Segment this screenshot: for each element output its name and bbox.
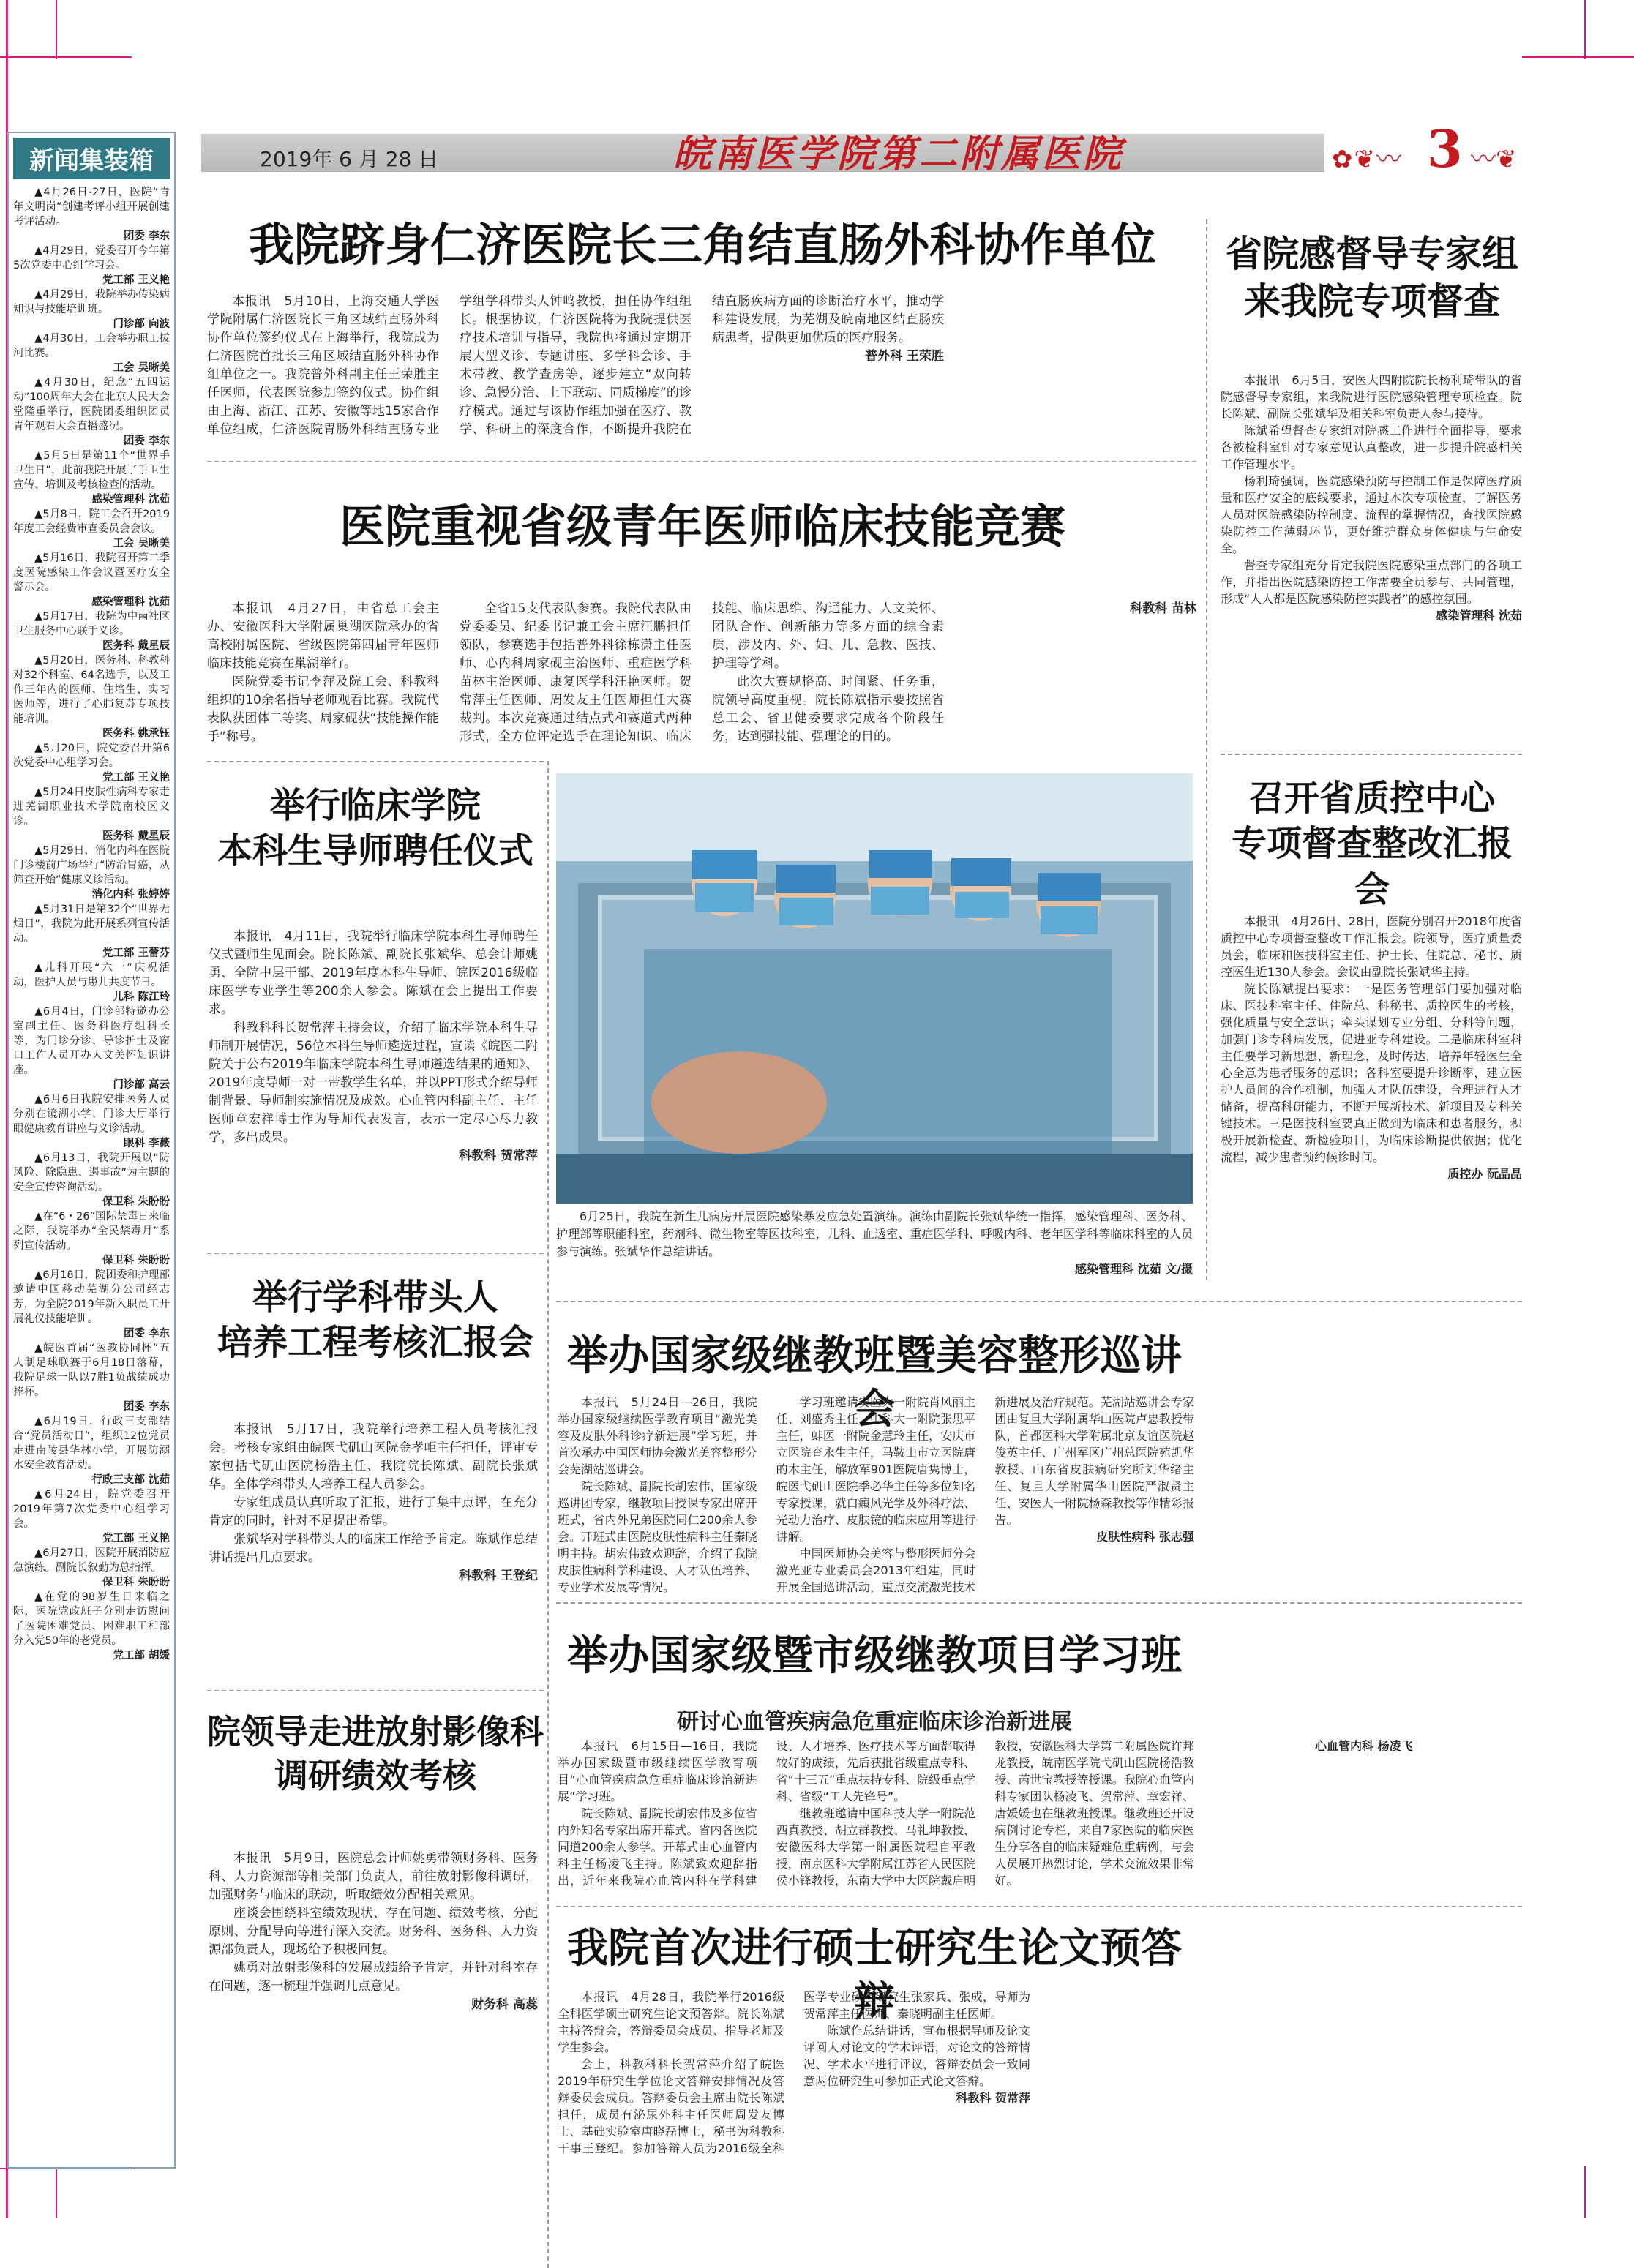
paragraph: 医院党委书记李萍及院工会、科教科组织的10余名指导老师观看比赛。我院代表队获团体二等奖、周家砚获“技能操作能手”称号。 xyxy=(207,675,439,744)
byline: 科教科 王登纪 xyxy=(459,1569,538,1583)
digest-byline: 医务科 戴星辰 xyxy=(102,640,170,652)
article-cardio-course xyxy=(558,1738,1413,1900)
row-divider xyxy=(556,1906,1522,1907)
digest-byline: 门诊部 高云 xyxy=(113,1079,170,1091)
headline-line: 院领导走进放射影像科 xyxy=(207,1712,544,1751)
column-divider xyxy=(1206,219,1207,1280)
digest-item: ▲6月4日，门诊部特邀办公室副主任、医务科医疗组科长等，为门诊分诊、导诊护士及窗口工作人员开办人文关怀知识讲座。 xyxy=(13,1006,170,1076)
sidebar-items xyxy=(9,185,174,1663)
row-divider xyxy=(207,461,1196,462)
byline: 财务科 高蕊 xyxy=(471,1997,538,2012)
digest-byline: 团委 李东 xyxy=(123,1401,170,1413)
photo-caption xyxy=(556,1208,1193,1278)
article-thesis-defense xyxy=(558,1989,1522,2164)
crop-mark xyxy=(56,2166,57,2218)
paragraph: 继教班邀请中国科技大学一附院范西真教授、胡立群教授、马礼坤教授，安徽医科大学第一附属医院程自平教授，南京医科大学附属江苏省人民医院侯小锋教授，东南大学中大医院戴启明教授，安徽医科大学第二附属医院许邦龙教授，皖南医学院弋矶山医院杨浩教授、芮世宝教授等授课。我院心血管内科专家团队杨凌飞、贺常萍、章宏祥、唐媛媛也在继教班授课。继教班还开设病例讨论专栏，来自7家医院的临床医生分享各自的临床疑难危重病例，与会人员展开热烈讨论，学术交流效果非常好。 xyxy=(776,1739,1194,1888)
paragraph: 科教科科长贺常萍主持会议，介绍了临床学院本科生导师制开展情况，56位本科生导师遴选过程，宣读《皖医二附院关于公布2019年临床学院本科生导师遴选结果的通知》、2019年度导师一对一带教学生名单，并以PPT形式介绍导师制背景、导师制实施情况及成效。心血管内科副主任、主任医师章宏祥博士作为导师代表发言，表示一定尽心尽力教学，多出成果。 xyxy=(209,1021,538,1145)
digest-item: ▲5月31日是第32个“世界无烟日”，我院为此开展系列宣传活动。 xyxy=(13,904,170,945)
photo-neonatal-drill xyxy=(556,773,1193,1204)
paragraph: 本报讯 5月10日，上海交通大学医学院附属仁济医院长三角区域结直肠外科协作单位签约仪式在上海举行，我院成为仁济医院首批长三角区域结直肠外科协作组单位之一。我院普外科副主任王荣胜主任医师，代表医院参加签约仪式。协作组由上海、浙江、江苏、安徽等地15家合作单位组成，仁济医院胃肠外科结直肠专业学组学科带头人钟鸣教授，担任协作组组长。根据协议，仁济医院将为我院提供医疗技术培训与指导，我院也将通过定期开展大型义诊、专题讲座、多学科会诊、手术带教、教学查房等，逐步建立“双向转诊、急慢分治、上下联动、同质梯度”的诊疗模式。通过与该协作组加强在医疗、教学、科研上的深度合作，不断提升我院在结直肠疾病方面的诊断治疗水平，推动学科建设发展，为芜湖及皖南地区结直肠疾病患者，提供更加优质的医疗服务。 xyxy=(207,294,944,437)
hospital-masthead: 皖南医学院第二附属医院 xyxy=(673,132,1125,176)
caption-byline: 感染管理科 沈茹 文/摄 xyxy=(1075,1262,1193,1276)
crop-mark xyxy=(1584,0,1586,59)
article-tutor-ceremony xyxy=(209,928,538,1242)
digest-item: ▲6月27日，医院开展消防应急演练。副院长叙勤为总指挥。 xyxy=(13,1547,170,1574)
digest-item: ▲4月29日，党委召开今年第5次党委中心组学习会。 xyxy=(13,245,170,271)
digest-byline: 党工部 王义艳 xyxy=(102,772,170,784)
paragraph: 座谈会围绕科室绩效现状、存在问题、绩效考核、分配原则、分配导向等进行深入交流。财务科、医务科、人力资源部负责人，现场给予积极回复。 xyxy=(209,1906,538,1957)
digest-item: ▲6月6日我院安排医务人员分别在镜湖小学、门诊大厅举行眼健康教育讲座与义诊活动。 xyxy=(13,1094,170,1135)
headline-line: 调研绩效考核 xyxy=(274,1755,476,1795)
paragraph: 此次大赛规格高、时间紧、任务重，院领导高度重视。院长陈斌指示要按照省总工会、省卫健委要求完成各个阶段任务，达到强技能、强理论的目的。 xyxy=(712,675,944,744)
digest-byline: 行政三支部 沈茹 xyxy=(91,1474,170,1486)
paragraph: 专家组成员认真听取了汇报，进行了集中点评，在充分肯定的同时，针对不足提出希望。 xyxy=(209,1495,538,1528)
subheadline-cardio: 研讨心血管疾病急危重症临床诊治新进展 xyxy=(677,1709,1072,1735)
ornament-left: ✿❦〰 xyxy=(1332,145,1403,174)
caption-text: 6月25日，我院在新生儿病房开展医院感染暴发应急处置演练。演练由副院长张斌华统一指挥，感染管理科、医务科、护理部等职能科室，药剂科、微生物室等医技科室，儿科、血透室、重症医学科、呼吸内科、老年医学科等临床科室的人员参与演练。张斌华作总结讲话。 xyxy=(556,1209,1193,1258)
headline-quality-center xyxy=(1218,776,1526,912)
digest-byline: 工会 吴晰美 xyxy=(113,538,170,549)
headline-cosmetic-course: 举办国家级继教班暨美容整形巡讲会 xyxy=(567,1332,1182,1433)
digest-item: ▲6月24日，院党委召开2019年第7次党委中心组学习会。 xyxy=(13,1489,170,1530)
digest-item: ▲5月5日是第11个“世界手卫生日”，此前我院开展了手卫生宣传、培训及考核检查的活动。 xyxy=(13,450,170,491)
paragraph: 陈斌希望督查专家组对院感工作进行全面指导，要求各被检科室针对专家意见认真整改，进一步提升院感相关工作管理水平。 xyxy=(1221,424,1522,471)
headline-tutor-ceremony xyxy=(207,783,544,874)
paragraph: 院长陈斌、副院长胡宏伟，国家级巡讲团专家，继教项目授课专家出席开班式，省内外兄弟医院同仁200余人参会。开班式由医院皮肤性病科主任秦晓明主持。胡宏伟致欢迎辞，介绍了我院皮肤性病科学科建设、人才队伍培养、专业学术发展等情况。 xyxy=(558,1479,757,1594)
headline-text: 省院感督导专家组来我院专项督查 xyxy=(1226,233,1518,323)
byline: 普外科 王荣胜 xyxy=(865,349,944,364)
headline-thesis-defense: 我院首次进行硕士研究生论文预答辩 xyxy=(567,1925,1182,2026)
paragraph: 本报讯 4月11日，我院举行临床学院本科生导师聘任仪式暨师生见面会。院长陈斌、副院长张斌华、总会计师姚勇、全院中层干部、2019年度本科生导师、皖医2016级临床医学专业学生等200余人参会。陈斌在会上提出工作要求。 xyxy=(209,929,538,1017)
digest-item: ▲儿科开展“六一”庆祝活动，医护人员与患儿共度节日。 xyxy=(13,962,170,988)
digest-byline: 医务科 姚承钰 xyxy=(102,728,170,740)
paragraph: 本报讯 4月28日，我院举行2016级全科医学硕士研究生论文预答辩。院长陈斌主持答辩会，答辩委员会成员、指导老师及学生参会。 xyxy=(558,1990,784,2054)
headline-cardio-course: 举办国家级暨市级继教项目学习班 xyxy=(567,1632,1182,1680)
headline-line: 培养工程考核汇报会 xyxy=(217,1322,533,1364)
digest-byline: 儿科 陈江玲 xyxy=(113,991,170,1003)
paragraph: 本报讯 5月9日，医院总会计师姚勇带领财务科、医务科、人力资源部等相关部门负责人，前往放射影像科调研，加强财务与临床的联动，听取绩效分配相关意见。 xyxy=(209,1851,538,1902)
byline: 心血管内科 杨凌飞 xyxy=(1315,1739,1413,1753)
paragraph: 陈斌作总结讲话，宣布根据导师及论文评阅人对论文的学术评语，对论文的答辩情况、学术水平进行评议，答辩委员会一致同意两位研究生可参加正式论文答辩。 xyxy=(803,2024,1030,2088)
byline: 质控办 阮晶晶 xyxy=(1447,1167,1522,1181)
article-quality-center xyxy=(1221,913,1522,1279)
row-divider xyxy=(556,1602,1522,1604)
digest-byline: 医务科 戴星辰 xyxy=(102,830,170,842)
digest-byline: 团委 李东 xyxy=(123,435,170,447)
crop-mark xyxy=(1522,56,1634,58)
paragraph: 杨利琦强调，医院感染预防与控制工作是保障医疗质量和医疗安全的底线要求，通过本次专项检查，了解医务人员对医院感染防控制度、流程的掌握情况，查找医院感染防控工作薄弱环节，更好维护群众身体健康与生命安全。 xyxy=(1221,474,1522,555)
paragraph: 本报讯 4月27日，由省总工会主办、安徽医科大学附属巢湖医院承办的省高校附属医院、省级医院第四届青年医师临床技能竞赛在巢湖举行。 xyxy=(207,601,439,671)
column-divider xyxy=(547,761,549,2268)
digest-byline: 保卫科 朱盼盼 xyxy=(102,1255,170,1266)
byline: 皮肤性病科 张志强 xyxy=(1096,1530,1194,1544)
ornament-right: 〰❦ xyxy=(1471,145,1517,174)
row-divider xyxy=(207,761,544,762)
digest-item: ▲在“6・26”国际禁毒日来临之际，我院举办“全民禁毒月”系列宣传活动。 xyxy=(13,1211,170,1252)
digest-item: ▲4月26日-27日，医院“青年文明岗”创建考评小组开展创建考评活动。 xyxy=(13,187,170,228)
paragraph: 本报讯 6月15日—16日，我院举办国家级暨市级继续医学教育项目“心血管疾病急危重症临床诊治新进展”学习班。 xyxy=(558,1739,757,1803)
paragraph: 张斌华对学科带头人的临床工作给予肯定。陈斌作总结讲话提出几点要求。 xyxy=(209,1532,538,1565)
digest-byline: 团委 李东 xyxy=(123,230,170,242)
digest-byline: 党工部 王蕾芬 xyxy=(102,947,170,959)
digest-byline: 保卫科 朱盼盼 xyxy=(102,1196,170,1208)
digest-item: ▲6月13日，我院开展以“防风险、除隐患、遏事故”为主题的安全宣传咨询活动。 xyxy=(13,1152,170,1193)
digest-byline: 党工部 王义艳 xyxy=(102,274,170,286)
row-divider xyxy=(1221,754,1522,755)
article-radiology-visit xyxy=(209,1850,538,2157)
paragraph: 中国医师协会美容与整形医师分会激光亚专业委员会2013年组建，同时开展全国巡讲活动，重点交流激光技术新进展及治疗规范。芜湖站巡讲会专家团由复旦大学附属华山医院卢忠教授带队，首都医科大学附属北京友谊医院赵俊英主任、广州军区广州总医院苑凯华教授、山东省皮肤病研究所刘华绪主任、复旦大学附属华山医院严淑贤主任、安医大一附院杨森教授等作精彩报告。 xyxy=(776,1395,1194,1594)
headline-radiology-visit xyxy=(207,1711,544,1798)
byline: 科教科 贺常萍 xyxy=(459,1149,538,1163)
digest-item: ▲6月18日，院团委和护理部邀请中国移动芜湖分公司经志芳，为全院2019年新入职员工开展礼仪技能培训。 xyxy=(13,1269,170,1325)
headline-line: 举行学科带头人 xyxy=(252,1277,498,1318)
headline-line: 举行临床学院 xyxy=(269,785,481,826)
paragraph: 本报讯 5月24日—26日，我院举办国家级继续医学教育项目“激光美容及皮肤外科诊疗新进展”学习班，并首次承办中国医师协会激光美容整形分会芜湖站巡讲会。 xyxy=(558,1395,757,1476)
headline-skill-contest: 医院重视省级青年医师临床技能竞赛 xyxy=(339,500,1065,553)
byline: 科教科 贺常萍 xyxy=(956,2091,1030,2105)
sidebar-title: 新闻集装箱 xyxy=(13,138,170,179)
headline-line: 本科生导师聘任仪式 xyxy=(217,830,533,872)
headline-line: 专项督查整改汇报会 xyxy=(1231,823,1513,910)
page-number: 3 xyxy=(1427,119,1463,179)
digest-byline: 感染管理科 沈茹 xyxy=(91,596,170,608)
row-divider xyxy=(207,1253,544,1254)
byline: 感染管理科 沈茹 xyxy=(1436,609,1522,623)
digest-byline: 消化内科 张婷婷 xyxy=(91,889,170,901)
paragraph: 全省15支代表队参赛。我院代表队由党委委员、纪委书记兼工会主席汪鹏担任领队，参赛选手包括普外科徐栋潇主任医师、心内科周家砚主治医师、重症医学科苗林主治医师、康复医学科汪艳医师。贺常萍主任医师、周发友主任医师担任大赛裁判。本次竞赛通过结点式和赛道式两种形式，全方位评定选手在理论知识、临床技能、临床思维、沟通能力、人文关怀、团队合作、创新能力等多方面的综合素质，涉及内、外、妇、儿、急救、医技、护理等学科。 xyxy=(460,601,944,744)
digest-byline: 党工部 胡媛 xyxy=(113,1650,170,1661)
digest-byline: 眼科 李薇 xyxy=(123,1138,170,1149)
crop-mark xyxy=(0,56,132,58)
digest-item: ▲6月19日，行政三支部结合“党员活动日”，组织12位党员走进南陵县华林小学，开展防溺水安全教育活动。 xyxy=(13,1416,170,1471)
crop-mark xyxy=(1584,2166,1586,2218)
headline-colorectal: 我院跻身仁济医院长三角结直肠外科协作单位 xyxy=(248,218,1156,271)
digest-item: ▲5月29日，消化内科在医院门诊楼前广场举行“防治胃癌，从筛查开始”健康义诊活动。 xyxy=(13,845,170,886)
paragraph: 院长陈斌提出要求：一是医务管理部门要加强对临床、医技科室主任、住院总、科秘书、质控医生的考核，强化质量与安全意识；牵头谋划专业分组、分科等问题，加强门诊专科病发展，促进亚专科建设。二是临床科室科主任要学习新思想、新理念，及时传达，培养年轻医生全心全意为患者服务的意识；各科室要提升诊断率，建立医护人员间的合作机制，加强人才队伍建设，合理进行人才储备，提高科研能力，不断开展新技术、新项目及专科关键技术。三是医技科室要真正做到为临床和患者服务，积极开展新检查、新检验项目，为临床诊断提供依据；优化流程，减少患者预约候诊时间。 xyxy=(1221,982,1522,1164)
digest-item: ▲5月20日，医务科、科教科对32个科室、64名选手，以及工作三年内的医师、住培生、实习医师等，进行了心肺复苏专项技能培训。 xyxy=(13,655,170,725)
digest-byline: 团委 李东 xyxy=(123,1328,170,1340)
row-divider xyxy=(207,1690,544,1691)
digest-byline: 保卫科 朱盼盼 xyxy=(102,1577,170,1588)
digest-byline: 门诊部 向波 xyxy=(113,318,170,330)
article-discipline-leader xyxy=(209,1421,538,1684)
digest-item: ▲4月30日，工会举办职工拔河比赛。 xyxy=(13,333,170,359)
paragraph: 姚勇对放射影像科的发展成绩给予肯定，并针对科室存在问题，逐一梳理并强调几点意见。 xyxy=(209,1961,538,1994)
digest-item: ▲皖医首届“医教协同杯”五人制足球联赛于6月18日落幕，我院足球一队以7胜1负战绩成功捧杯。 xyxy=(13,1343,170,1398)
article-colorectal xyxy=(207,293,1196,454)
crop-mark xyxy=(56,0,57,59)
digest-item: ▲4月29日，我院举办传染病知识与技能培训班。 xyxy=(13,289,170,315)
paragraph: 本报讯 5月17日，我院举行培养工程人员考核汇报会。考核专家组由皖医弋矶山医院金孝岠主任担任，评审专家包括弋矶山医院杨浩主任、我院院长陈斌、副院长张斌华。全体学科带头人培养工程人员参会。 xyxy=(209,1422,538,1492)
article-infection-inspection xyxy=(1221,372,1522,741)
digest-item: ▲5月24日皮肤性病科专家走进芜湖职业技术学院南校区义诊。 xyxy=(13,786,170,827)
digest-item: ▲在党的98岁生日来临之际，医院党政班子分别走访慰问了医院困难党员、困难职工和部分入党50年的老党员。 xyxy=(13,1591,170,1647)
digest-item: ▲4月30日，纪念“五四运动”100周年大会在北京人民大会堂隆重举行，医院团委组织团员青年观看大会直播盛况。 xyxy=(13,377,170,432)
paragraph: 本报讯 4月26日、28日，医院分别召开2018年度省质控中心专项督查整改工作汇报会。院领导，医疗质量委员会，临床和医技科室主任、护士长、住院总、秘书、质控医生近130人参会。会议由副院长张斌华主持。 xyxy=(1221,915,1522,979)
paragraph: 督查专家组充分肯定我院医院感染重点部门的各项工作，并指出医院感染防控工作需要全员参与、共同管理，形成“人人都是医院感染防控实践者”的感控氛围。 xyxy=(1221,558,1522,606)
digest-byline: 工会 吴晰美 xyxy=(113,362,170,374)
digest-item: ▲5月20日，院党委召开第6次党委中心组学习会。 xyxy=(13,743,170,769)
headline-discipline-leader xyxy=(207,1274,544,1366)
digest-byline: 党工部 王义艳 xyxy=(102,1533,170,1544)
digest-item: ▲5月17日，我院为中南社区卫生服务中心联手义诊。 xyxy=(13,611,170,637)
digest-byline: 感染管理科 沈茹 xyxy=(91,494,170,506)
paragraph: 院长陈斌、副院长胡宏伟及多位省内外知名专家出席开幕式。省内各医院同道200余人参学。开幕式由心血管内科主任杨凌飞主持。陈斌致欢迎辞指出，近年来我院心血管内科在学科建设、人才培养、医疗技术等方面都取得较好的成绩，先后获批省级重点专科、省“十三五”重点扶持专科、院级重点学科、省级“工人先锋号”。 xyxy=(558,1739,976,1888)
paragraph: 本报讯 6月5日，安医大四附院院长杨利琦带队的省院感督导专家组，来我院进行医院感染管理专项检查。院长陈斌、副院长张斌华及相关科室负责人参与接待。 xyxy=(1221,373,1522,421)
article-skill-contest xyxy=(207,600,1196,746)
issue-date: 2019年 6 月 28 日 xyxy=(260,147,439,171)
paragraph: 学习班邀请安医大一附院肖风丽主任、刘盛秀主任，中科大一附院张思平主任，蚌医一附院金慧玲主任，安庆市立医院查永生主任，马鞍山市立医院唐的木主任，解放军901医院唐隽博士，皖医弋矶山医院季必华主任等多位知名专家授课，就白癜风光学及外科疗法、光动力治疗、皮肤镜的临床应用等进行讲解。 xyxy=(776,1395,976,1544)
photo-illustration xyxy=(556,773,1193,1204)
paragraph: 会上，科教科科长贺常萍介绍了皖医2019年研究生学位论文答辩安排情况及答辩委员会成员。答辩委员会主席由院长陈斌担任，成员有泌尿外科主任医师周发友博士、基础实验室唐晓磊博士，秘书为科教科干事王登纪。参加答辩人员为2016级全科医学专业硕士研究生张家兵、张成，导师为贺常萍主任医师、秦晓明副主任医师。 xyxy=(558,1990,1030,2155)
digest-item: ▲5月16日，我院召开第二季度医院感染工作会议暨医疗安全警示会。 xyxy=(13,552,170,593)
headline-infection-inspection xyxy=(1218,230,1526,326)
news-digest-sidebar xyxy=(7,132,176,2169)
byline: 科教科 苗林 xyxy=(1130,601,1196,616)
headline-line: 召开省质控中心 xyxy=(1248,778,1495,819)
digest-item: ▲5月8日，院工会召开2019年度工会经费审查委员会会议。 xyxy=(13,508,170,535)
row-divider xyxy=(556,1301,1522,1302)
article-cosmetic-course xyxy=(558,1394,1194,1599)
